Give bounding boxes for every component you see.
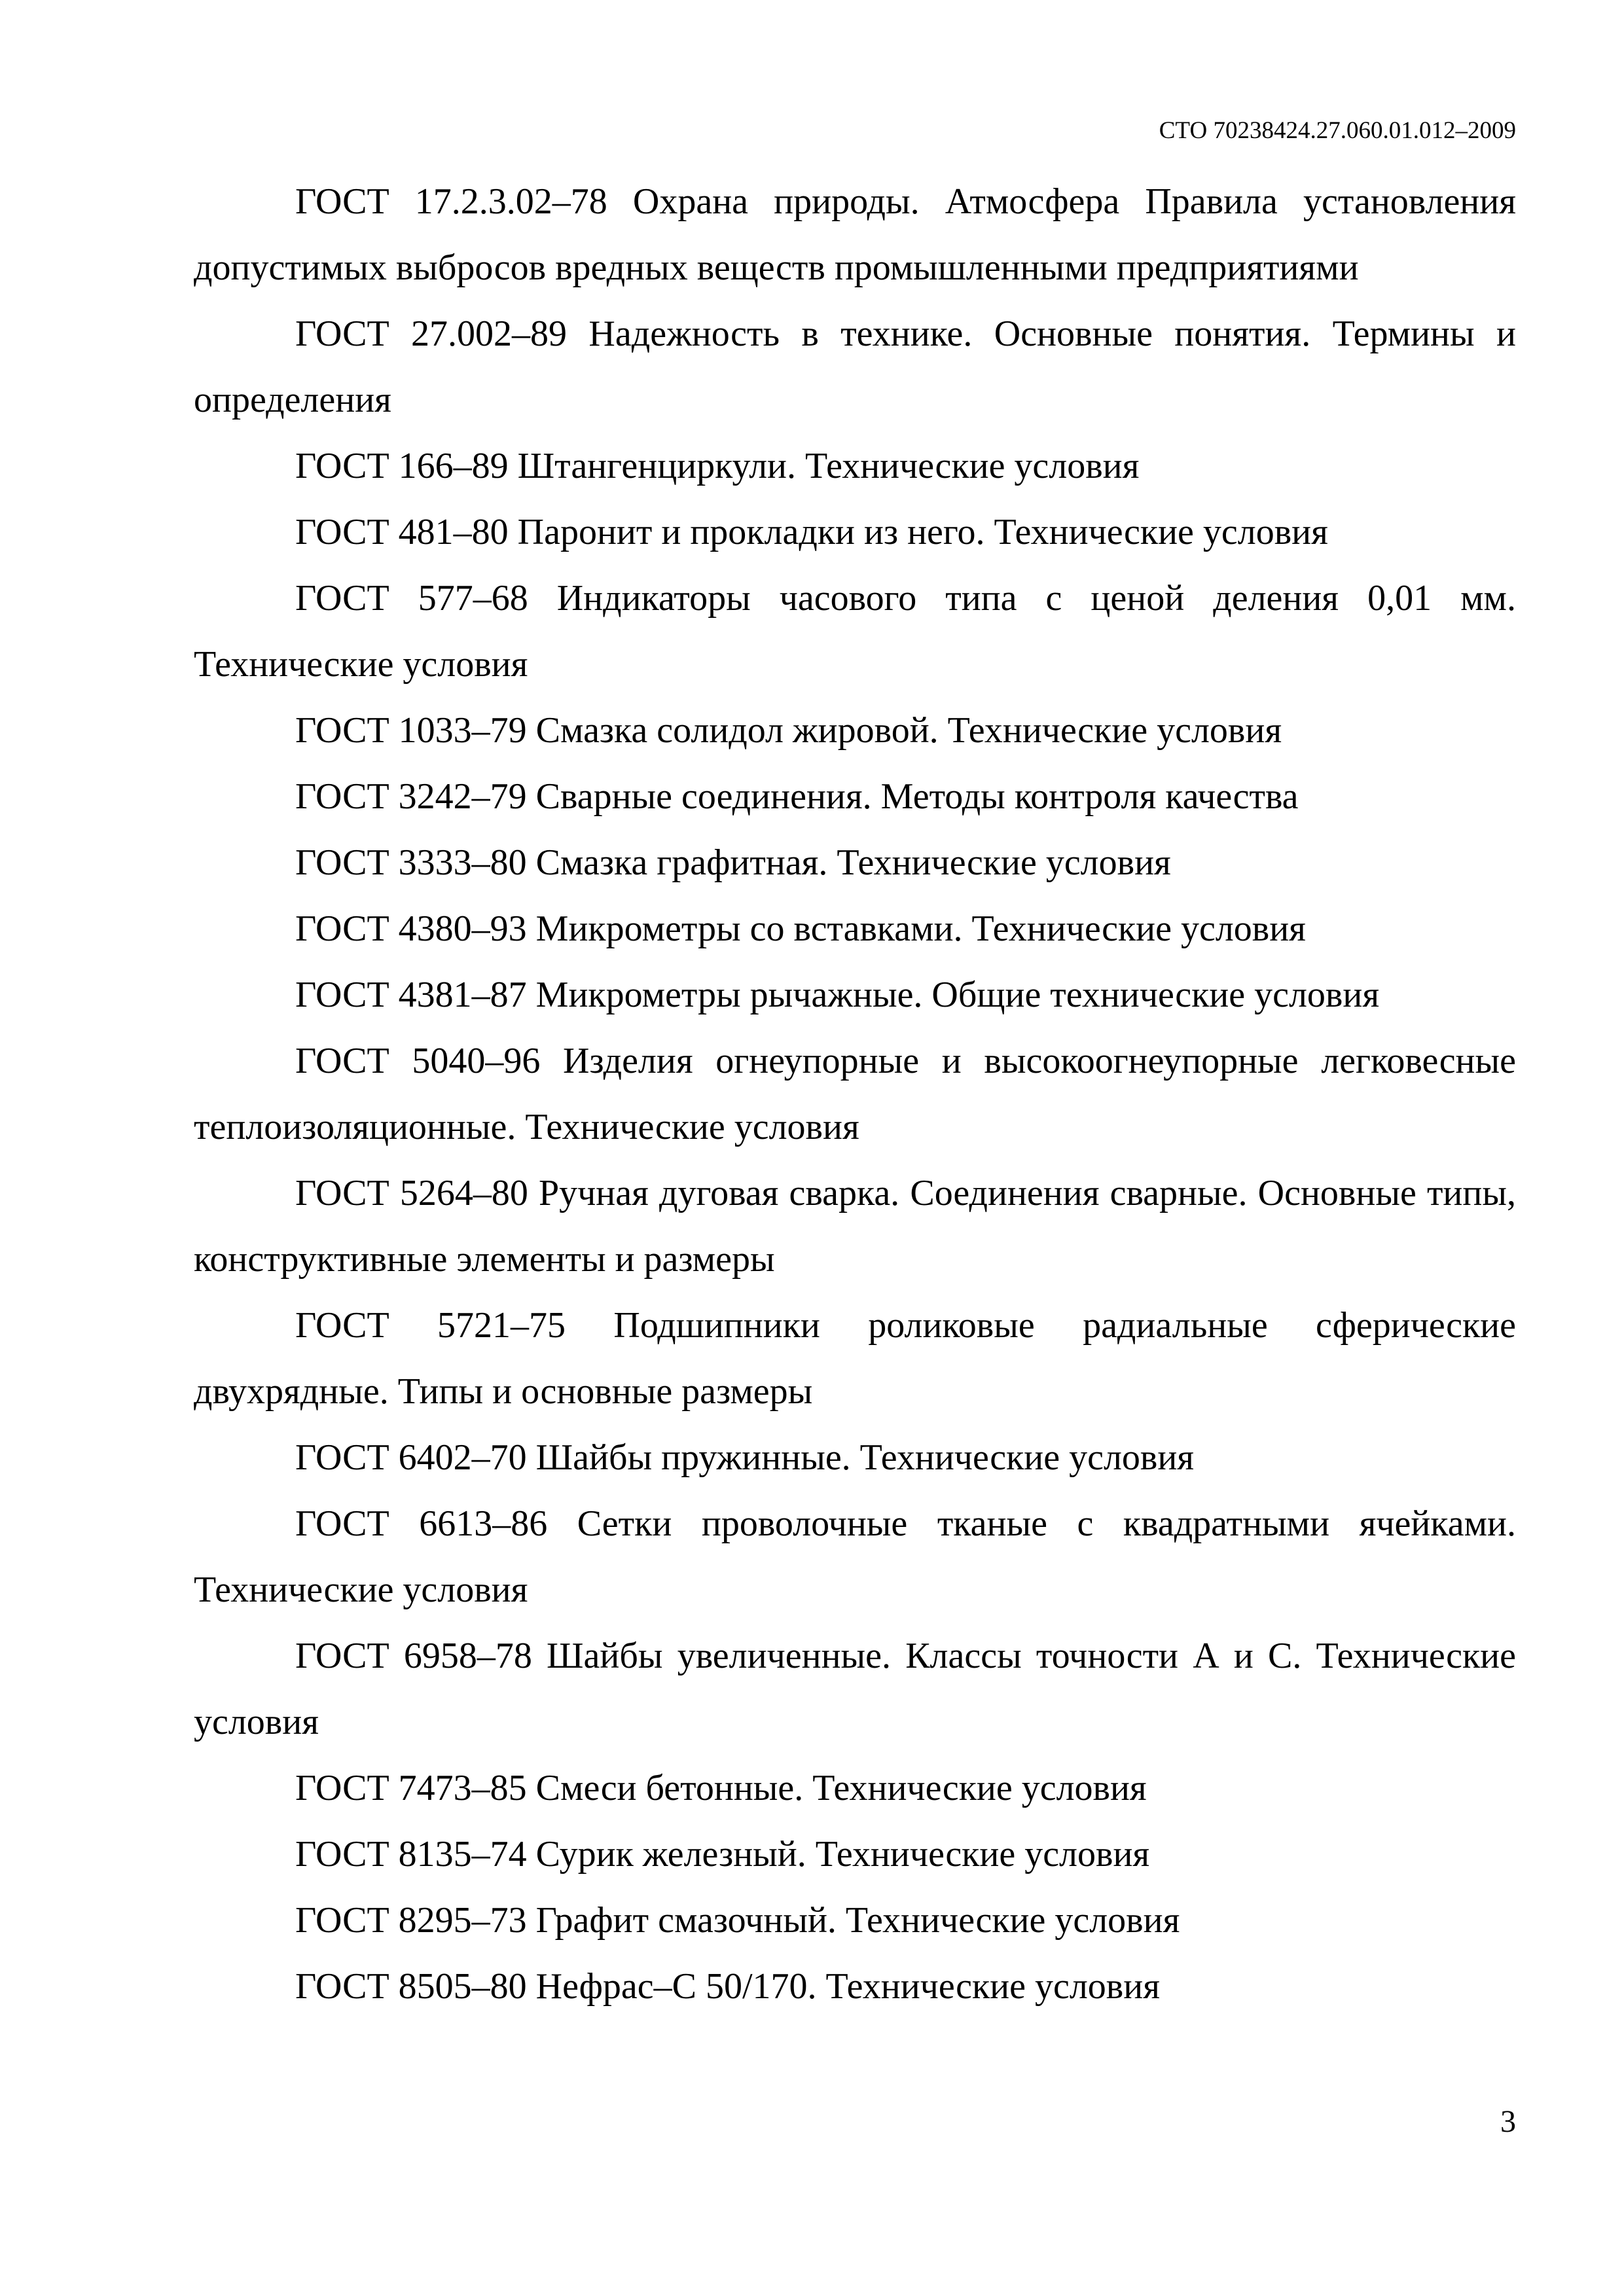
reference-item: ГОСТ 8295–73 Графит смазочный. Технические условия [295, 1900, 1180, 1941]
reference-item: ГОСТ 166–89 Штангенциркули. Технические условия [295, 446, 1140, 486]
reference-item: ГОСТ 481–80 Паронит и прокладки из него. Технические условия [295, 512, 1328, 552]
reference-item: ГОСТ 4381–87 Микрометры рычажные. Общие технические условия [295, 975, 1380, 1015]
reference-item: ГОСТ 6613–86 Сетки проволочные тканые с квадратными ячейками. Технические условия [194, 1503, 1516, 1610]
reference-item: ГОСТ 6402–70 Шайбы пружинные. Технические условия [295, 1437, 1195, 1478]
reference-item: ГОСТ 577–68 Индикаторы часового типа с ценой деления 0,01 мм. Технические условия [194, 578, 1516, 685]
reference-item: ГОСТ 3333–80 Смазка графитная. Технические условия [295, 842, 1171, 883]
normative-references-list [194, 169, 1516, 2020]
reference-item: ГОСТ 7473–85 Смеси бетонные. Технические условия [295, 1768, 1147, 1808]
reference-item: ГОСТ 8505–80 Нефрас–С 50/170. Технические условия [295, 1966, 1160, 2007]
reference-item: ГОСТ 4380–93 Микрометры со вставками. Технические условия [295, 908, 1306, 949]
reference-item: ГОСТ 8135–74 Сурик железный. Технические условия [295, 1834, 1150, 1874]
reference-item: ГОСТ 5040–96 Изделия огнеупорные и высокоогнеупорные легковесные теплоизоляционные. Технические условия [194, 1041, 1516, 1147]
reference-item: ГОСТ 5721–75 Подшипники роликовые радиальные сферические двухрядные. Типы и основные размеры [194, 1305, 1516, 1412]
reference-item: ГОСТ 27.002–89 Надежность в технике. Основные понятия. Термины и определения [194, 314, 1516, 420]
reference-item: ГОСТ 5264–80 Ручная дуговая сварка. Соединения сварные. Основные типы, конструктивные элементы и размеры [194, 1173, 1516, 1280]
page-number: 3 [1500, 2104, 1516, 2139]
reference-item: ГОСТ 6958–78 Шайбы увеличенные. Классы точности А и С. Технические условия [194, 1636, 1516, 1742]
document-code-header: СТО 70238424.27.060.01.012–2009 [1159, 117, 1516, 144]
reference-item: ГОСТ 17.2.3.02–78 Охрана природы. Атмосфера Правила установления допустимых выбросов вредных веществ промышленными предприятиями [194, 181, 1516, 288]
reference-item: ГОСТ 1033–79 Смазка солидол жировой. Технические условия [295, 710, 1282, 751]
reference-item: ГОСТ 3242–79 Сварные соединения. Методы контроля качества [295, 776, 1299, 817]
